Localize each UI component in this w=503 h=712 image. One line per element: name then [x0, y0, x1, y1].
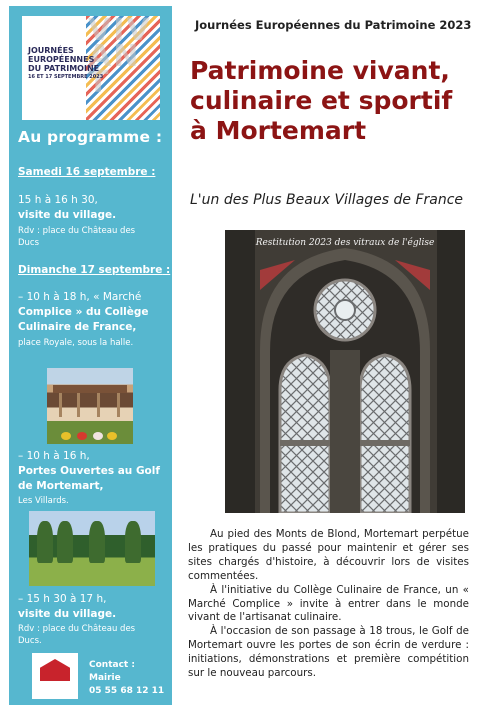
golf-course-photo [29, 511, 155, 586]
jep-logo [22, 16, 160, 120]
page-title: Patrimoine vivant, culinaire et sportif à Mortemart [190, 56, 453, 145]
sunday-event1-place: place Royale, sous la halle. [18, 338, 134, 348]
sunday-event3-event: visite du village. [18, 608, 117, 620]
sunday-event3-rdv: Rdv : place du Château des Ducs. [18, 624, 136, 646]
article-body [188, 528, 469, 681]
mairie-house-icon [40, 659, 70, 681]
contact-block: Contact : Mairie 05 55 68 12 11 [89, 660, 165, 696]
saturday-rdv: Rdv : place du Château des Ducs [18, 226, 136, 248]
logo-vivant-word: VIVANT [88, 16, 152, 100]
program-sidebar [9, 6, 172, 705]
stained-glass-window-image [225, 230, 465, 513]
saturday-event: visite du village. [18, 209, 117, 221]
sunday-heading: Dimanche 17 septembre : [18, 264, 171, 276]
sunday-event1-line1: – 10 h à 18 h, « Marché [18, 291, 142, 303]
saturday-heading: Samedi 16 septembre : [18, 166, 156, 178]
photo-caption: Restitution 2023 des vitraux de l'église [255, 238, 435, 248]
sunday-event2-line1: Portes Ouvertes au Golf [18, 465, 160, 477]
saturday-time: 15 h à 16 h 30, [18, 194, 98, 206]
program-title: Au programme : [18, 128, 163, 146]
sunday-event3-time: – 15 h 30 à 17 h, [18, 593, 107, 605]
paragraph-heritage: Au pied des Monts de Blond, Mortemart perpétue les pratiques du passé pour maintenir et gérer ses sites chargés d'histoire, à découvrir lors de visites commentées. [188, 528, 469, 582]
sunday-event2-line2: de Mortemart, [18, 480, 104, 492]
mortemart-logo [32, 653, 78, 699]
market-hall-photo [47, 368, 133, 444]
event-header: Journées Européennes du Patrimoine 2023 [195, 18, 472, 32]
sunday-event2-place: Les Villards. [18, 496, 69, 506]
sunday-event2-time: – 10 h à 16 h, [18, 450, 90, 462]
sunday-event1-line2: Complice » du Collège [18, 306, 149, 318]
logo-dates: 16 ET 17 SEPTEMBRE 2023 [28, 74, 104, 80]
logo-title: JOURNÉES EUROPÉENNES DU PATRIMOINE [28, 46, 100, 73]
stained-glass-photo [225, 230, 465, 513]
paragraph-market: À l'initiative du Collège Culinaire de France, un « Marché Complice » invite à entrer dans le monde vivant de l'artisanat culinaire. [188, 583, 469, 624]
sunday-event1-line3: Culinaire de France, [18, 321, 137, 333]
page-subtitle: L'un des Plus Beaux Villages de France [190, 192, 464, 208]
paragraph-golf: À l'occasion de son passage à 18 trous, le Golf de Mortemart ouvre les portes de son écrin de verdure : initiations, démonstrations et première compétition sur le nouveau parcours. [188, 625, 469, 680]
